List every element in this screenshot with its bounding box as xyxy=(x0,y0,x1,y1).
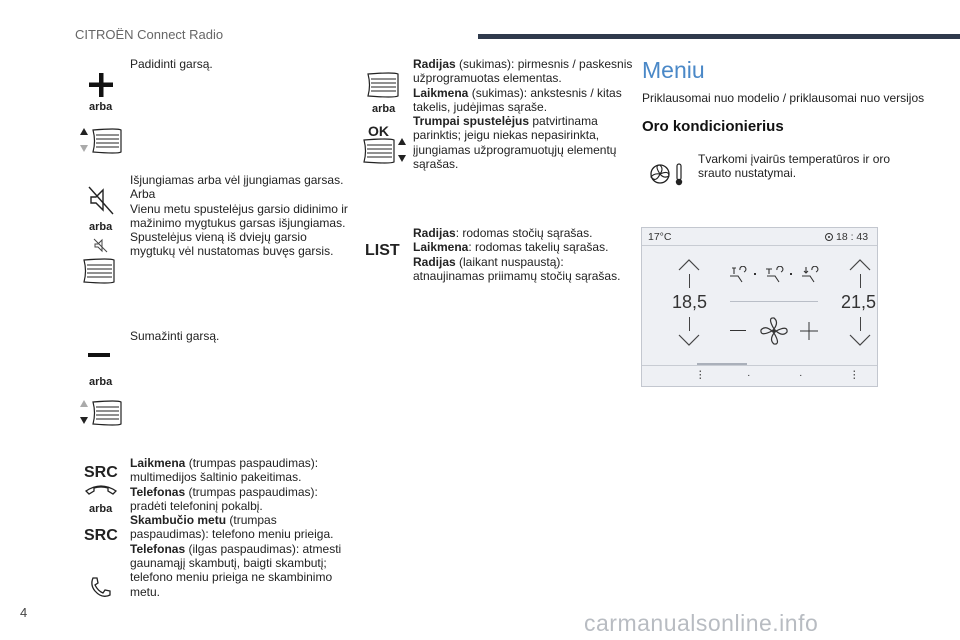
air-conditioning-icon xyxy=(648,161,686,187)
src-label: SRC xyxy=(84,464,118,481)
airflow-middle-icon[interactable] xyxy=(764,266,786,284)
rotary-wheel-icon xyxy=(364,70,400,100)
volume-up-text: Padidinti garsą. xyxy=(130,57,213,71)
or-label-ok: arba xyxy=(372,103,396,115)
page-number: 4 xyxy=(20,605,28,620)
right-temp-down-icon[interactable] xyxy=(849,334,871,346)
menu-subtitle: Priklausomai nuo modelio / priklausomai nuo versijos xyxy=(642,91,925,105)
phone-hangup-icon xyxy=(84,482,118,496)
mute-text: Išjungiamas arba vėl įjungiamas garsas. Arba Vienu metu spustelėjus garsio didinimo ir mažinimo mygtukus garsas išjungiamas. Spustelėjus vieną iš dviejų garsio mygtukų vėl nustatomas buvęs garsis. xyxy=(130,173,348,259)
clock: 18 : 43 xyxy=(836,231,869,243)
list-text: Radijas: rodomas stočių sąrašas. Laikmena: rodomas takelių sąrašas. Radijas (laikant nuspaustą): atnaujinamas priimamų stočių sąrašas. xyxy=(413,226,621,283)
ok-label: OK xyxy=(368,123,389,139)
phone-icon xyxy=(88,576,112,600)
or-label-plus: arba xyxy=(89,101,113,113)
gps-icon xyxy=(824,232,834,242)
right-temp-up-icon[interactable] xyxy=(849,259,871,271)
airflow-upper-icon[interactable] xyxy=(728,266,750,284)
src-label-2: SRC xyxy=(84,527,118,544)
outside-temperature: 17°C xyxy=(648,231,672,243)
left-temp-down-icon[interactable] xyxy=(678,334,700,346)
volume-down-text: Sumažinti garsą. xyxy=(130,329,220,343)
or-label-mute: arba xyxy=(89,221,113,233)
header-title: CITROËN Connect Radio xyxy=(75,27,224,42)
fan-decrease-icon[interactable] xyxy=(730,330,746,331)
mute-small-icon xyxy=(93,238,109,254)
list-label: LIST xyxy=(365,242,400,259)
fan-icon xyxy=(759,316,789,346)
more-icon-right[interactable]: ⋮ xyxy=(849,369,860,381)
airflow-lower-icon[interactable] xyxy=(800,266,822,284)
src-text: Laikmena (trumpas paspaudimas): multimedijos šaltinio pakeitimas. Telefonas (trumpas paspaudimas): pradėti telefoninį pokalbį. Skambučio metu (trumpas paspaudimas): telefono meniu prieiga. Telefonas (ilgas paspaudimas): atmesti gaunamąjį skambutį, baigti skambutį; telefono meniu prieiga ne skambinimo metu. xyxy=(130,456,342,599)
plus-icon xyxy=(88,72,114,98)
more-icon-left[interactable]: ⋮ xyxy=(695,369,706,381)
fan-increase-icon[interactable] xyxy=(800,322,818,340)
volume-wheel-icon-2 xyxy=(80,256,116,286)
ac-description: Tvarkomi įvairūs temperatūros ir oro srauto nustatymai. xyxy=(698,152,891,181)
mute-icon xyxy=(88,186,114,216)
menu-heading: Meniu xyxy=(642,57,705,83)
dot-indicator-2: · xyxy=(799,369,803,381)
left-temperature: 18,5 xyxy=(672,292,708,312)
ok-wheel-icon xyxy=(362,136,408,166)
header-bar xyxy=(478,34,960,39)
watermark: carmanualsonline.info xyxy=(584,610,819,636)
minus-icon xyxy=(88,353,110,357)
volume-wheel-icon-3 xyxy=(78,398,124,428)
or-label-minus: arba xyxy=(89,376,113,388)
volume-wheel-icon xyxy=(78,126,124,156)
section-title: Oro kondicionierius xyxy=(642,118,784,135)
right-temperature: 21,5 xyxy=(841,292,877,312)
ok-text: Radijas (sukimas): pirmesnis / paskesnis užprogramuotas elementas. Laikmena (sukimas): ankstesnis / kitas takelis, judėjimas sąraše. Trumpai spustelėjus patvirtinama parinktis; jeigu niekas nepasirinkta, įjungiamas užprogramuotųjų elementų sąrašas. xyxy=(413,57,633,172)
climate-screen xyxy=(641,227,878,387)
left-temp-up-icon[interactable] xyxy=(678,259,700,271)
or-label-src: arba xyxy=(89,503,113,515)
dot-indicator-1: · xyxy=(747,369,751,381)
